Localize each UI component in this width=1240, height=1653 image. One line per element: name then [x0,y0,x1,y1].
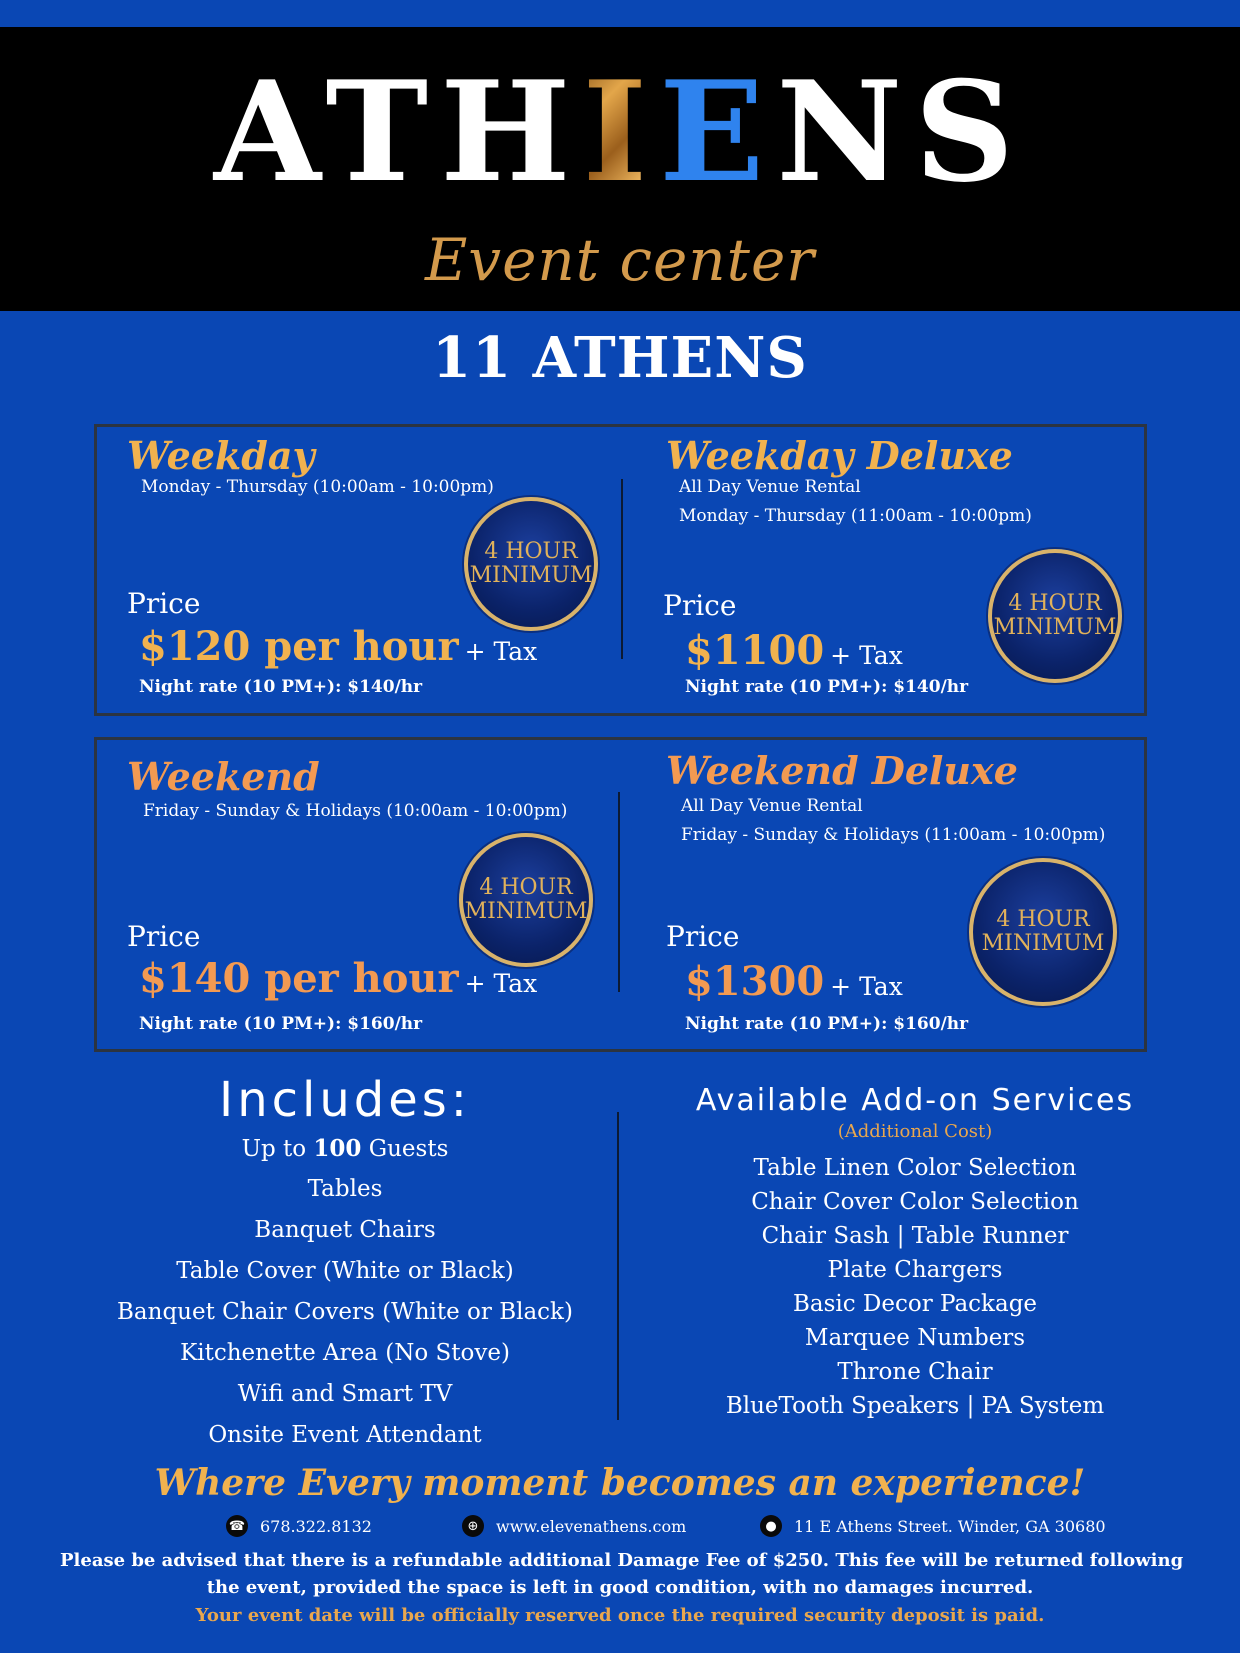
list-item: Chair Cover Color Selection [751,1189,1079,1215]
logo-letter-gold-i: I [582,50,660,213]
weekday-price-label: Price [127,587,201,620]
weekend-box-divider [618,792,620,992]
weekend-pricing-box [94,737,1147,1052]
address-text: 11 E Athens Street. Winder, GA 30680 [794,1516,1106,1536]
list-item: BlueTooth Speakers | PA System [725,1393,1105,1419]
weekend-deluxe-price [685,958,903,1005]
weekday-deluxe-minimum-badge [988,549,1122,683]
weekend-minimum-badge [459,833,593,967]
list-item: Throne Chair [837,1359,993,1385]
weekend-schedule: Friday - Sunday & Holidays (10:00am - 10:00pm) [143,801,568,821]
list-item: Marquee Numbers [804,1325,1026,1351]
weekend-title: Weekend [127,754,320,799]
list-item: Table Cover (White or Black) [176,1258,514,1284]
damage-fee-notice-line-1: Please be advised that there is a refundable additional Damage Fee of $250. This fee will be returned following [60,1550,1184,1571]
badge-line-1: 4 HOUR [1008,591,1102,616]
weekday-deluxe-night-rate: Night rate (10 PM+): $140/hr [685,677,969,697]
weekend-price-amount: $140 per hour [139,955,459,1002]
weekend-deluxe-night-rate: Night rate (10 PM+): $160/hr [685,1014,969,1034]
badge-line-2: MINIMUM [993,615,1117,640]
list-item: Banquet Chair Covers (White or Black) [117,1299,573,1325]
list-item: Kitchenette Area (No Stove) [180,1340,510,1366]
weekend-price-label: Price [127,920,201,953]
logo-letter-blue-e: E [659,50,777,213]
addons-title: Available Add-on Services [695,1083,1135,1118]
weekday-price-tax: + Tax [464,637,538,666]
weekend-deluxe-schedule: Friday - Sunday & Holidays (11:00am - 10:00pm) [681,825,1106,845]
list-item: Banquet Chairs [254,1217,436,1243]
contact-website [462,1515,686,1537]
addons-list [640,1151,1190,1423]
weekday-night-rate: Night rate (10 PM+): $140/hr [139,677,423,697]
weekday-deluxe-title: Weekday Deluxe [666,433,1013,478]
weekday-box-divider [621,479,623,659]
list-item: Tables [307,1176,383,1202]
athens-logo [0,50,1240,213]
phone-icon: ☎ [226,1515,248,1537]
weekend-deluxe-price-label: Price [666,920,740,953]
weekday-deluxe-schedule: Monday - Thursday (11:00am - 10:00pm) [679,506,1032,526]
deposit-notice: Your event date will be officially reserved once the required security deposit is paid. [195,1605,1045,1626]
includes-list [100,1128,590,1456]
weekday-deluxe-price [685,627,903,674]
weekday-price [139,623,537,670]
weekday-minimum-badge [464,497,598,631]
contact-address [760,1515,1106,1537]
weekday-deluxe-price-label: Price [663,589,737,622]
badge-line-2: MINIMUM [464,899,588,924]
weekend-deluxe-minimum-badge [969,858,1117,1006]
logo-letters-ath: ATH [213,50,583,213]
list-item: Wifi and Smart TV [237,1381,453,1407]
guests-suffix: Guests [361,1136,449,1162]
list-item: Plate Chargers [827,1257,1003,1283]
contact-phone [226,1515,372,1537]
logo-script-event-center: Event center [424,226,816,294]
weekend-price-tax: + Tax [464,969,538,998]
weekend-deluxe-subtitle: All Day Venue Rental [681,796,863,816]
guests-prefix: Up to [241,1136,314,1162]
lists-divider [617,1112,619,1420]
weekday-deluxe-subtitle: All Day Venue Rental [679,477,861,497]
weekend-price [139,955,537,1002]
weekday-title: Weekday [127,433,315,478]
badge-line-1: 4 HOUR [996,907,1090,932]
weekend-night-rate: Night rate (10 PM+): $160/hr [139,1014,423,1034]
weekend-deluxe-price-amount: $1300 [685,958,825,1005]
guests-count: 100 [313,1135,362,1162]
weekday-schedule: Monday - Thursday (10:00am - 10:00pm) [141,477,494,497]
badge-line-1: 4 HOUR [484,539,578,564]
list-item: Table Linen Color Selection [753,1155,1077,1181]
badge-line-2: MINIMUM [981,931,1105,956]
damage-fee-notice-line-2: the event, provided the space is left in good condition, with no damages incurred. [206,1577,1034,1598]
header-banner [0,27,1240,311]
badge-line-1: 4 HOUR [479,875,573,900]
logo-letters-ns: NS [776,50,1027,213]
weekday-pricing-box [94,424,1147,716]
list-item-guests [100,1128,590,1169]
weekday-deluxe-price-amount: $1100 [685,627,825,674]
weekday-deluxe-price-tax: + Tax [830,641,903,670]
list-item: Basic Decor Package [792,1291,1038,1317]
includes-title: Includes: [219,1072,471,1128]
venue-title: 11 ATHENS [432,325,808,391]
location-pin-icon: ● [760,1515,782,1537]
phone-number: 678.322.8132 [260,1516,372,1536]
list-item: Chair Sash | Table Runner [761,1223,1069,1249]
tagline: Where Every moment becomes an experience! [154,1462,1086,1504]
website-url: www.elevenathens.com [496,1516,687,1536]
globe-icon: ⊕ [462,1515,484,1537]
weekend-deluxe-title: Weekend Deluxe [666,748,1018,793]
weekend-deluxe-price-tax: + Tax [830,972,903,1001]
list-item: Onsite Event Attendant [208,1422,482,1448]
badge-line-2: MINIMUM [469,563,593,588]
weekday-price-amount: $120 per hour [139,623,459,670]
addons-note: (Additional Cost) [837,1121,993,1142]
